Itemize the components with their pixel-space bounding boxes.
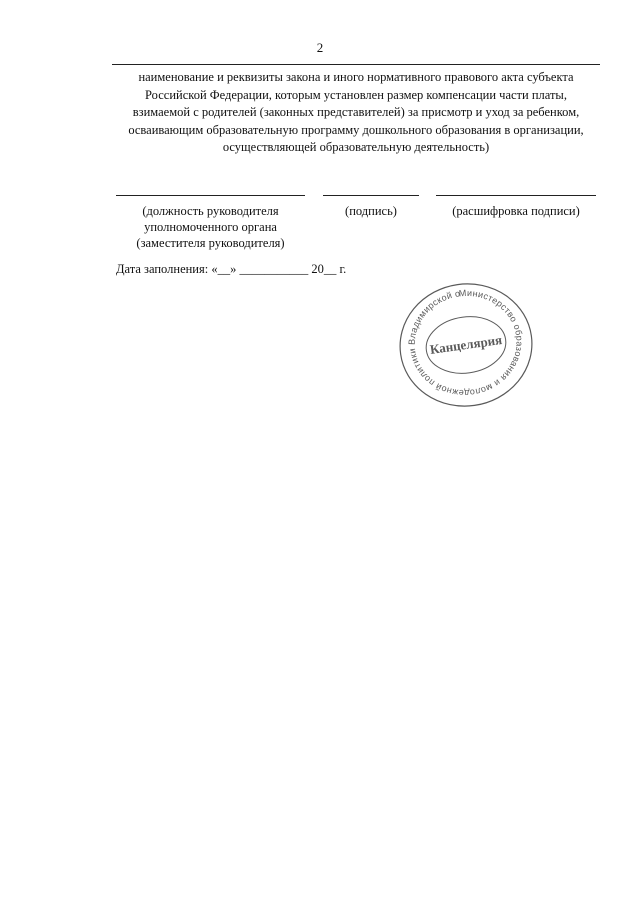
caption-line: Российской Федерации, которым установлен размер компенсации части платы,: [145, 87, 567, 102]
caption-line: наименование и реквизиты закона и иного нормативного правового акта субъекта: [138, 70, 574, 84]
office-stamp: [396, 282, 536, 412]
caption-line: осуществляющей образовательную деятельность): [222, 140, 490, 154]
page-number: 2: [316, 40, 324, 55]
stamp-ring-text: Министерство образования и молодежной политики Владимирской области: [406, 287, 525, 399]
signature-line: [323, 195, 419, 196]
caption-rule: [112, 64, 600, 65]
position-signature-line: [116, 195, 305, 196]
position-label: [116, 203, 305, 251]
decoding-label: (расшифровка подписи): [452, 204, 580, 218]
fill-date: Дата заполнения: «__» ___________ 20__ г.: [116, 262, 347, 276]
caption-line: взимаемой с родителей (законных представителей) за присмотр и уход за ребенком,: [132, 105, 580, 119]
law-caption: [100, 69, 612, 157]
position-label-line: (должность руководителя: [142, 204, 279, 218]
decoding-signature-line: [436, 195, 596, 196]
signature-label: (подпись): [345, 204, 397, 218]
position-label-line: уполномоченного органа: [144, 220, 277, 234]
caption-line: осваивающим образовательную программу дошкольного образования в организации,: [128, 122, 584, 137]
stamp-center-text: Канцелярия: [428, 332, 503, 357]
position-label-line: (заместителя руководителя): [136, 236, 285, 250]
